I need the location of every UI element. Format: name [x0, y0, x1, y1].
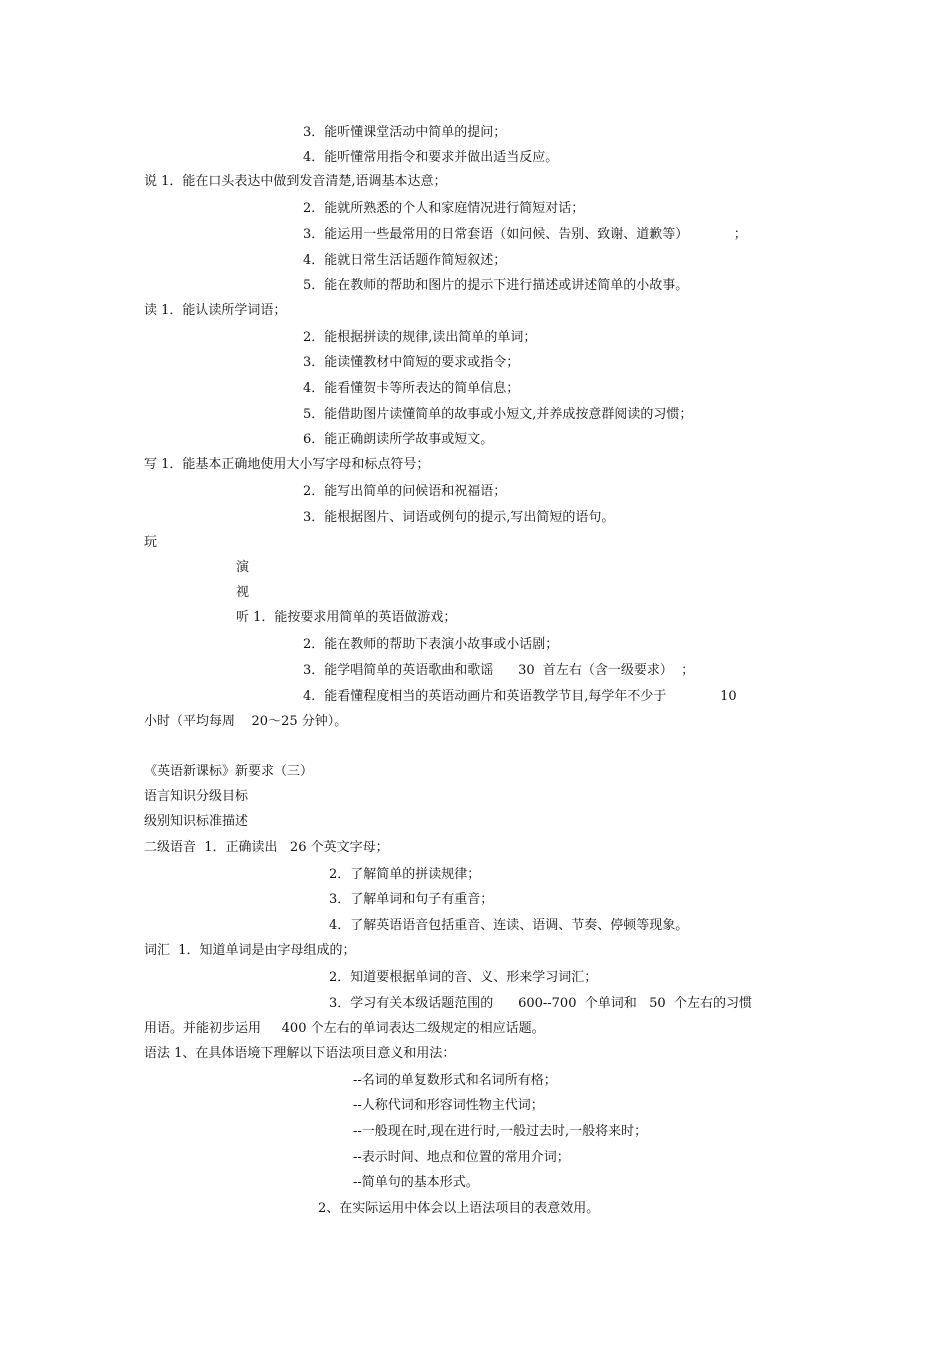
- grammar-item-1: 语法 1、在具体语境下理解以下语法项目意义和用法：: [144, 1046, 456, 1061]
- reading-item-3: 3．能读懂教材中简短的要求或指令；: [303, 355, 520, 370]
- reading-item-4: 4．能看懂贺卡等所表达的简单信息；: [303, 381, 520, 396]
- writing-item-2: 2．能写出简单的问候语和祝福语；: [303, 484, 507, 499]
- reading-item-6: 6．能正确朗读所学故事或短文。: [303, 432, 494, 447]
- phonetics-item-1: 二级语音 1．正确读出 26 个英文字母；: [144, 840, 389, 855]
- play-item-4-continued: 小时（平均每周 20～25 分钟）。: [144, 714, 348, 729]
- listening-item-3: 3．能听懂课堂活动中简单的提问；: [303, 125, 507, 140]
- reading-item-5: 5．能借助图片读懂简单的故事或小短文,并养成按意群阅读的习惯；: [303, 407, 693, 422]
- speaking-item-5: 5．能在教师的帮助和图片的提示下进行描述或讲述简单的小故事。: [303, 278, 689, 293]
- play-heading-char-2: 演: [236, 560, 250, 575]
- speaking-item-1: 说 1．能在口头表达中做到发音清楚,语调基本达意；: [144, 174, 447, 189]
- speaking-item-4: 4．能就日常生活话题作简短叙述；: [303, 253, 507, 268]
- vocabulary-item-2: 2．知道要根据单词的音、义、形来学习词汇；: [329, 970, 598, 985]
- reading-item-2: 2．能根据拼读的规律,读出简单的单词；: [303, 330, 537, 345]
- phonetics-item-3: 3．了解单词和句子有重音；: [329, 892, 494, 907]
- vocabulary-item-3: 3．学习有关本级话题范围的 600--700 个单词和 50 个左右的习惯: [329, 996, 752, 1011]
- speaking-item-2: 2．能就所熟悉的个人和家庭情况进行简短对话；: [303, 201, 585, 216]
- grammar-subitem-nouns: --名词的单复数形式和名词所有格；: [353, 1073, 557, 1088]
- play-item-4: 4．能看懂程度相当的英语动画片和英语教学节目,每学年不少于 10: [303, 689, 737, 704]
- phonetics-item-2: 2．了解简单的拼读规律；: [329, 867, 481, 882]
- play-heading-char-1: 玩: [144, 535, 158, 550]
- play-item-1: 听 1．能按要求用简单的英语做游戏；: [236, 610, 457, 625]
- play-item-2: 2．能在教师的帮助下表演小故事或小话剧；: [303, 637, 559, 652]
- section-subtitle: 语言知识分级目标: [144, 789, 249, 804]
- listening-item-4: 4．能听懂常用指令和要求并做出适当反应。: [303, 150, 559, 165]
- reading-item-1: 读 1．能认读所学词语；: [144, 303, 287, 318]
- vocabulary-item-1: 词汇 1．知道单词是由字母组成的；: [144, 943, 356, 958]
- table-header: 级别知识标准描述: [144, 814, 249, 829]
- grammar-subitem-sentences: --简单句的基本形式。: [353, 1175, 479, 1190]
- writing-item-1: 写 1．能基本正确地使用大小写字母和标点符号；: [144, 457, 430, 472]
- writing-item-3: 3．能根据图片、词语或例句的提示,写出简短的语句。: [303, 510, 615, 525]
- play-heading-char-3: 视: [236, 585, 250, 600]
- grammar-subitem-prepositions: --表示时间、地点和位置的常用介词；: [353, 1150, 570, 1165]
- vocabulary-item-3-continued: 用语。并能初步运用 400 个左右的单词表达二级规定的相应话题。: [144, 1021, 545, 1036]
- phonetics-item-4: 4．了解英语语音包括重音、连读、语调、节奏、停顿等现象。: [329, 918, 689, 933]
- grammar-subitem-pronouns: --人称代词和形容词性物主代词；: [353, 1098, 544, 1113]
- play-item-3: 3．能学唱简单的英语歌曲和歌谣 30 首左右（含一级要求） ；: [303, 663, 695, 678]
- speaking-item-3: 3．能运用一些最常用的日常套语（如问候、告别、致谢、道歉等） ；: [303, 227, 747, 242]
- grammar-subitem-tenses: --一般现在时,现在进行时,一般过去时,一般将来时；: [353, 1124, 648, 1139]
- section-title: 《英语新课标》新要求（三）: [144, 764, 314, 779]
- grammar-item-2: 2、在实际运用中体会以上语法项目的表意效用。: [318, 1201, 600, 1216]
